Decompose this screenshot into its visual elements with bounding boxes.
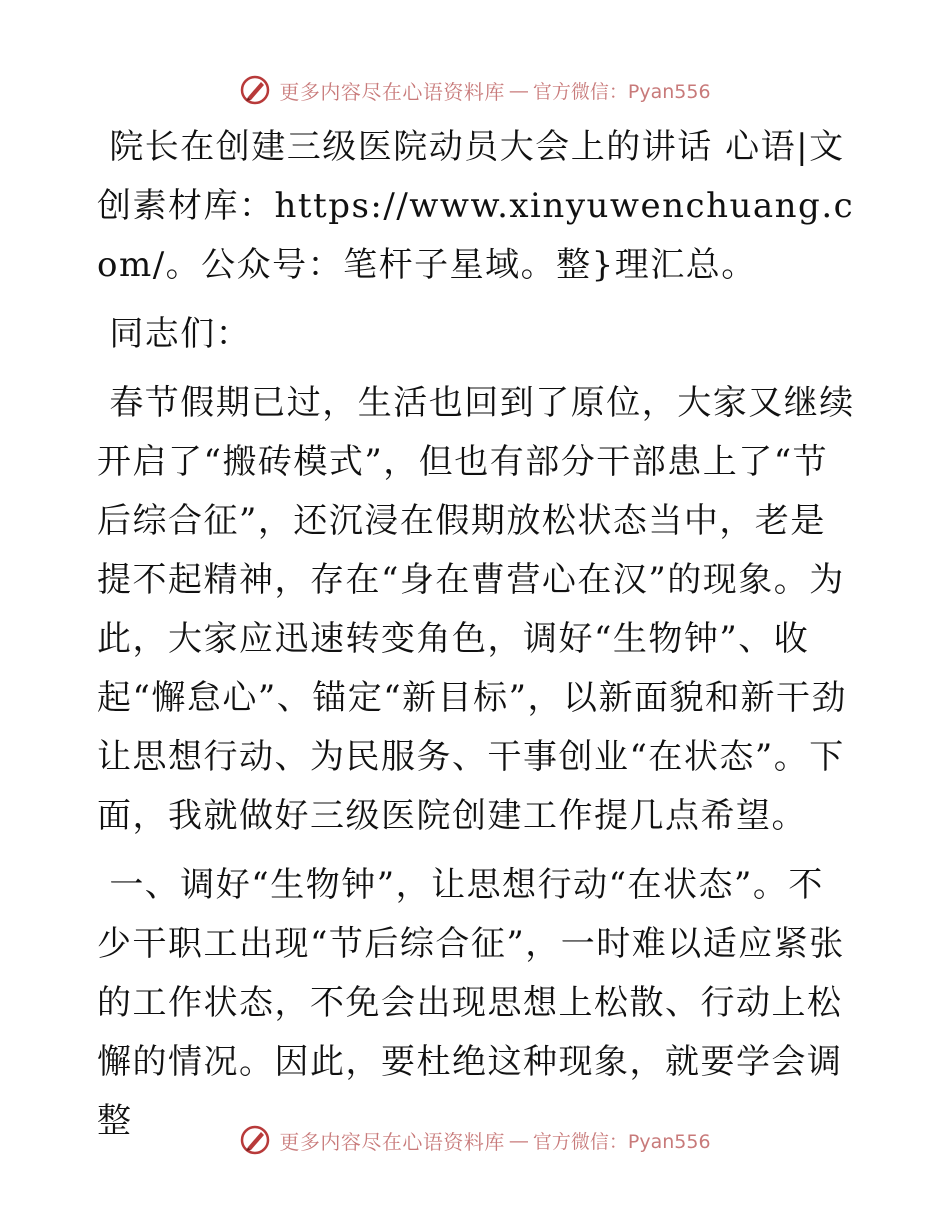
document-body bbox=[97, 118, 857, 1161]
pen-logo-icon bbox=[239, 1124, 271, 1156]
banner-wechat-text: 官方微信：Pyan556 bbox=[532, 1130, 711, 1153]
header-watermark-banner bbox=[0, 70, 950, 110]
title-paragraph: 院长在创建三级医院动员大会上的讲话 心语|文创素材库：https://www.xinyuwenchuang.com/。公众号：笔杆子星域。整}理汇总。 bbox=[97, 127, 855, 285]
banner-site-text: 更多内容尽在心语资料库 bbox=[279, 1129, 505, 1154]
banner-site-text: 更多内容尽在心语资料库 bbox=[279, 79, 505, 104]
banner-separator: — bbox=[508, 78, 529, 102]
pen-logo-icon bbox=[239, 74, 271, 106]
footer-watermark-banner bbox=[0, 1120, 950, 1160]
section-one-paragraph: 一、调好“生物钟”，让思想行动“在状态”。不少干职工出现“节后综合征”，一时难以适应紧张的工作状态，不免会出现思想上松散、行动上松懈的情况。因此，要杜绝这种现象，就要学会调整 bbox=[97, 865, 845, 1141]
banner-separator: — bbox=[508, 1128, 529, 1152]
banner-wechat-text: 官方微信：Pyan556 bbox=[532, 80, 711, 103]
salutation-paragraph: 同志们： bbox=[97, 314, 252, 354]
intro-paragraph: 春节假期已过，生活也回到了原位，大家又继续开启了“搬砖模式”，但也有部分干部患上了“节后综合征”，还沉浸在假期放松状态当中，老是提不起精神，存在“身在曹营心在汉”的现象。为此，大家应迅速转变角色，调好“生物钟”、收起“懈怠心”、锚定“新目标”，以新面貌和新干劲让思想行动、为民服务、干事创业“在状态”。下面，我就做好三级医院创建工作提几点希望。 bbox=[97, 383, 855, 836]
